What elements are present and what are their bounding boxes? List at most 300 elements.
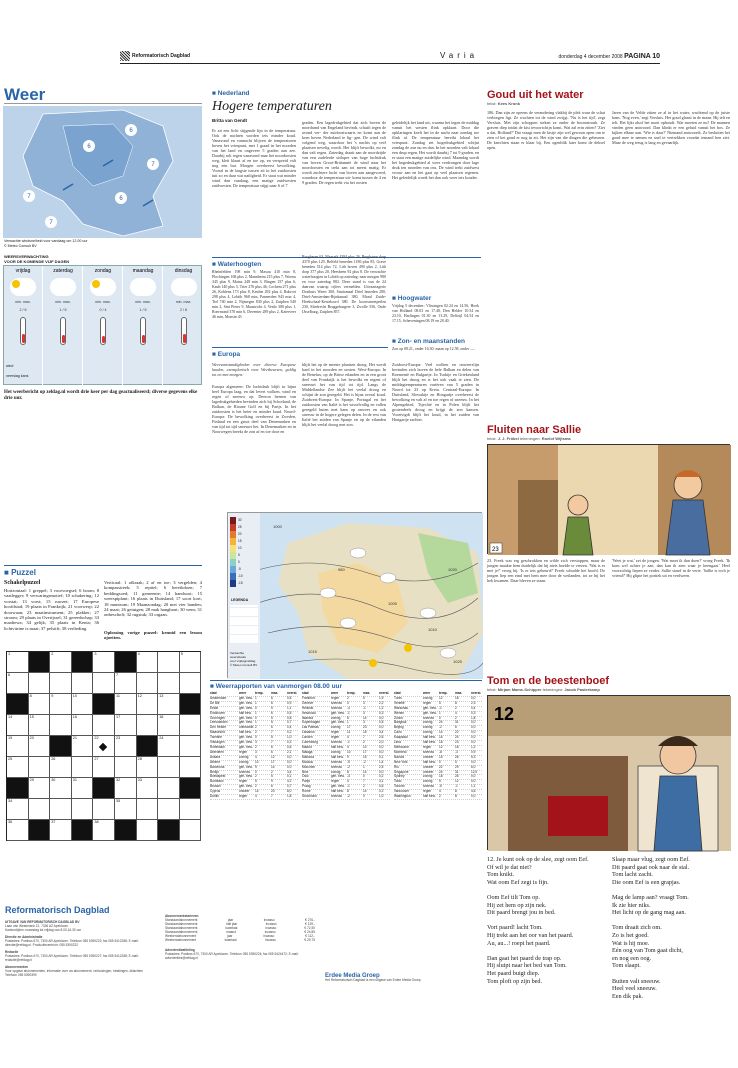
- table-cell: 0,0: [287, 754, 292, 759]
- colophon-tagline: UITGAVE VAN REFORMATORISCH DAGBLAD BV: [5, 920, 80, 924]
- crossword-clue-number: 4: [137, 652, 140, 656]
- crossword-cell[interactable]: [50, 715, 72, 736]
- forecast-day: [44, 266, 83, 386]
- crossword-cell[interactable]: [7, 652, 29, 673]
- crossword-clue-number: 13: [159, 694, 164, 698]
- table-cell: sneeuw: [331, 705, 342, 710]
- sallie-title: Fluiten naar Sallie: [487, 424, 582, 436]
- crossword-cell[interactable]: [93, 757, 115, 778]
- crossword-cell[interactable]: [50, 673, 72, 694]
- crossword-cell[interactable]: [180, 799, 202, 820]
- table-cell: 0,6: [379, 784, 384, 789]
- rates-cell: Weekendabonnement: [165, 938, 197, 942]
- crossword-clue-number: 6: [8, 673, 11, 677]
- crossword-cell[interactable]: [72, 799, 94, 820]
- table-cell: 0,0: [471, 720, 476, 725]
- table-cell: 2,6: [379, 735, 384, 740]
- table-cell: 1,2: [379, 705, 384, 710]
- colophon-adv-title: Advertentieafdeling: [165, 948, 195, 952]
- crossword-black-cell: [72, 820, 94, 841]
- forecast-title-1: WEERSVERWACHTING: [4, 254, 49, 259]
- crossword-cell[interactable]: [50, 778, 72, 799]
- table-cell: 6: [271, 710, 273, 715]
- crossword-cell[interactable]: [93, 652, 115, 673]
- table-cell: onweer: [423, 769, 434, 774]
- europe-map-svg: [228, 513, 483, 679]
- colophon-col-2: [165, 914, 315, 960]
- table-cell: 16: [439, 735, 443, 740]
- table-cell: -1: [363, 705, 366, 710]
- crossword-cell[interactable]: [93, 673, 115, 694]
- tom-comic-drawing: [488, 696, 731, 851]
- table-cell: 1: [255, 695, 257, 700]
- rates-cell: kwartaal: [225, 926, 238, 930]
- table-cell: 1: [255, 710, 257, 715]
- tom-byline-row: [487, 687, 600, 692]
- table-cell: Stockholm: [302, 794, 317, 799]
- table-cell: geh. bew.: [331, 774, 345, 779]
- table-cell: 15: [439, 754, 443, 759]
- scale-label: 20: [238, 532, 242, 536]
- crossword-grid[interactable]: [6, 651, 201, 841]
- crossword-cell[interactable]: [137, 715, 159, 736]
- crossword-cell[interactable]: [72, 673, 94, 694]
- table-cell: 31: [455, 720, 459, 725]
- table-cell: 1: [363, 764, 365, 769]
- wind-label: wind: [6, 364, 14, 368]
- temp-range: 1 / 5: [139, 308, 147, 313]
- table-cell: 8: [455, 789, 457, 794]
- thermometer-fill: [22, 334, 25, 343]
- temp-range: 2 / 6: [180, 308, 187, 313]
- table-header-cell: max.: [363, 691, 371, 695]
- table-cell: 0,0: [287, 764, 292, 769]
- crossword-clue-number: 32: [116, 778, 121, 782]
- weerrapporten-kicker: ■ Weerrapporten van vanmorgen 08.00 uur: [210, 683, 342, 691]
- crossword-cell[interactable]: [158, 757, 180, 778]
- crossword-cell[interactable]: [115, 757, 137, 778]
- table-cell: zonnig: [423, 725, 433, 730]
- wind-map: [3, 106, 202, 238]
- isobar-label: 1020: [448, 567, 457, 572]
- table-cell: 5: [439, 779, 441, 784]
- tom-byline: Mirjam Mame-Schipper: [497, 687, 542, 692]
- table-cell: 3: [255, 749, 257, 754]
- table-cell: regen: [423, 744, 432, 749]
- table-cell: 24: [439, 769, 443, 774]
- crossword-cell[interactable]: [7, 673, 29, 694]
- table-cell: 4: [347, 735, 349, 740]
- crossword-cell[interactable]: [158, 715, 180, 736]
- table-cell: Genève: [302, 700, 314, 705]
- max-temp: 5: [144, 308, 147, 313]
- table-cell: Nice: [302, 769, 309, 774]
- rates-title: Abonnementstarieven: [165, 914, 199, 918]
- nederland-col-3: geleidelijk het land uit, waarna het tegen de middag vanuit het westen flink opklaart. Door die opklaringen koelt het in de nacht naar zondag toe flink af. De temperatuur bereikt lokaal het vriespunt. Zondag zet hogedrukgebied schijnt zondag de zon nu en dan. In het noorden valt lokaal een drup regen. Het wordt daarbij 7 tot 9 graden, en er staat een matige zuidelijke wind. Maandag wordt het hogedrukgebied al weer verdrongen door lage druk ten noorden van ons. De wind trekt zuidwest vrouw aan en het gaat op veel plaatsen regenen. Het geleidelijk wordt het dan ook weer iets kouder.: [392, 120, 479, 180]
- crossword-cell[interactable]: [115, 736, 137, 757]
- table-cell: 6: [271, 744, 273, 749]
- crossword-cell[interactable]: [7, 820, 29, 841]
- crossword-black-cell: [29, 820, 51, 841]
- legend-icons: [230, 605, 258, 643]
- crossword-cell[interactable]: [72, 757, 94, 778]
- colophon-col-1: [5, 920, 155, 977]
- table-cell: 3,4: [287, 769, 292, 774]
- table-cell: half bew.: [423, 740, 436, 745]
- dateline: [558, 52, 660, 61]
- rates-cell: incasso: [265, 926, 277, 930]
- table-cell: 1,8: [287, 794, 292, 799]
- crossword-clue-number: 19: [8, 736, 13, 740]
- table-cell: sneeuw: [331, 794, 342, 799]
- table-cell: 4: [439, 789, 441, 794]
- table-cell: 0,7: [287, 720, 292, 725]
- crossword-cell[interactable]: [29, 799, 51, 820]
- table-cell: München: [302, 764, 316, 769]
- crossword-cell[interactable]: [29, 673, 51, 694]
- table-row: [302, 795, 390, 800]
- table-cell: regen: [331, 730, 340, 735]
- table-cell: 2,3: [471, 700, 476, 705]
- crossword-clue-number: 1: [8, 652, 11, 656]
- crossword-cell[interactable]: [158, 673, 180, 694]
- crossword-cell[interactable]: [29, 736, 51, 757]
- crossword-clue-number: 10: [72, 694, 78, 698]
- crossword-clue-number: 26: [51, 757, 56, 761]
- table-cell: Mallorca: [302, 754, 315, 759]
- table-cell: Bangkok: [394, 720, 407, 725]
- table-cell: -2: [347, 764, 350, 769]
- crossword-cell[interactable]: [93, 715, 115, 736]
- isobar-label: 1005: [388, 601, 397, 606]
- nederland-col-2: graden. Een lagedrukgebied dat zich boven de noordrand van Engeland bevindt, schuift tegen de avond ver- der zuidoostwaarts en komt aan de kern boven Nederland te lig- gen. De wind valt volgend weg, waardoor het 's nachts op veel plaatsen nevelig wordt. Het blijft bewolkt, nu en dan valt regen. Zaterdag draait aan de noordzijde van een zadelerde uitloper van hoge luchtdruk van boven Groot-Brittannië de wind naar het noordoosten en trekt aan tot meest matig. Er wordt zuchtere lucht van boven aan aangevoerd, waardoor de temperatuur uit- komt tussen de 4 en 9 graden. De regen trekt via het oosten: [302, 120, 386, 185]
- table-cell: Lissabon: [302, 730, 315, 735]
- table-cell: 12,0: [471, 769, 478, 774]
- weather-caption: Het weerbericht op zeldag.nl wordt drie keer per dag geactualiseerd; diverse gegevens elke drie uur.: [4, 390, 198, 401]
- thermometer-fill: [183, 334, 186, 343]
- sallie-illus-label: tekeningen:: [519, 436, 541, 441]
- max-temp: 6: [185, 308, 187, 313]
- table-cell: 5: [455, 759, 457, 764]
- crossword-cell[interactable]: [158, 778, 180, 799]
- table-cell: 23: [363, 725, 367, 730]
- table-cell: 18: [439, 774, 443, 779]
- crossword-cell[interactable]: [180, 757, 202, 778]
- rates-cell: Weekendabonnement: [165, 934, 197, 938]
- qr-code-icon: [120, 51, 130, 61]
- table-cell: 0,0: [379, 725, 384, 730]
- table-cell: 1,9: [379, 695, 384, 700]
- nederland-byline: Britta van Gendt: [212, 118, 248, 123]
- table-cell: onweer: [239, 789, 250, 794]
- table-cell: sneeuw: [423, 784, 434, 789]
- table-cell: 24: [455, 735, 459, 740]
- table-cell: 2: [455, 705, 457, 710]
- scale-label: -10: [238, 574, 243, 578]
- table-cell: -5: [347, 759, 350, 764]
- crossword-cell[interactable]: [180, 820, 202, 841]
- colophon-sub-title: Abonnementen: [5, 965, 29, 969]
- table-cell: 2: [255, 730, 257, 735]
- crossword-black-cell: [180, 694, 202, 715]
- rates-cell: incasso: [264, 930, 276, 934]
- europa-col-1: Europa algemeen: De luchtdruk blijft in bijna heel Europa laag, en dat levert wolken, wind en regen of sneeuw op. Deeron hernen van lagedrukgebieden bevinden zich bij Schotland, de Balkan, de Rioane Golf en bij Parijs. In het zuidoosten is het beter en minder koud. Noord-Europa: De bewolking overheerst in Zweden, Finland en een groot deel van Denemarken en van tijd tot tijd sneeuwt het. In Denemarken en in Noorwegen breekt de zon af en toe door en: [212, 384, 296, 434]
- table-cell: zonnig: [423, 730, 433, 735]
- min-temp: 2: [19, 308, 22, 313]
- table-cell: 1,2: [471, 744, 476, 749]
- crossword-black-cell: [93, 778, 115, 799]
- table-cell: geh. bew.: [239, 735, 253, 740]
- table-cell: 2: [347, 695, 349, 700]
- crossword-cell[interactable]: [137, 673, 159, 694]
- crossword-cell[interactable]: [72, 778, 94, 799]
- table-cell: geh. bew.: [239, 744, 253, 749]
- table-cell: 20: [271, 789, 275, 794]
- table-cell: 6: [271, 784, 273, 789]
- table-cell: Madrid: [302, 744, 312, 749]
- rates-cell: € 29,75: [304, 938, 315, 942]
- crossword-black-cell: [137, 736, 159, 757]
- table-cell: Groningen: [210, 715, 225, 720]
- table-cell: 14: [255, 789, 259, 794]
- table-cell: onbewolkt: [239, 725, 254, 730]
- table-cell: sneeuw: [239, 769, 250, 774]
- table-cell: Bordeaux: [210, 779, 224, 784]
- table-cell: 10: [347, 749, 351, 754]
- table-cell: 4,6: [471, 789, 476, 794]
- crossword-cell[interactable]: [158, 652, 180, 673]
- crossword-cell[interactable]: [115, 799, 137, 820]
- table-cell: 0,0: [471, 695, 476, 700]
- crossword-cell[interactable]: [93, 820, 115, 841]
- crossword-cell[interactable]: [7, 799, 29, 820]
- cloudy-icon: [50, 278, 76, 296]
- sallie-col-2: 'Weet je wat,' zei de jongen. 'Wat moet ik dan doen?' vroeg Freek. 'Ik kom wel achter je aan, dan kan ik zien waar je heengaat.' Heel voorzichtig liepen ze verder. Sallie stond in de verte. 'Sallie is toch je vriend?' Hij glipte het portiek uit en verdween.: [612, 558, 730, 578]
- waterhoogten-col-2: Borgharen 63, Maaseik 4384 plus 26, Bergharen dorp 4370 plus 129, Belfeld beneden 1186 plus 85, Grave beneden 514 plus 72, Lith boven 490 plus 2, Lith dorp 377 plus 20, Heesbeen 92 plus 8. De verwachte waterhoogten in Lobith op zaterdag: naar morgen 980 en voor zaterdag 882. Deze stand is van de 24 daarvan waarop cijfers vermelden. Uitvaartagerie Dosthuis Weert 300, Statiomaal Driel beneden 280, Driel-Amsterdam-Rijnkanaal 380, Mond Zuide-Hoekschaal-Kesteloord 380. De koortsmeetpeilen 230, Sliedrecht Bruggeburgere 3, Zwolle 556, Oude IJsselburg, Zutphen 857.: [302, 255, 386, 314]
- table-cell: 7: [271, 730, 273, 735]
- table-cell: 1,0: [379, 794, 384, 799]
- table-cell: 14: [363, 789, 367, 794]
- table-cell: 1,4: [379, 759, 384, 764]
- table-cell: 18: [439, 740, 443, 745]
- rain-cloud-icon: [171, 278, 197, 296]
- crossword-cell[interactable]: [50, 757, 72, 778]
- crossword-cell[interactable]: [137, 694, 159, 715]
- temperature-scale-labels: [238, 517, 243, 587]
- table-cell: 0,0: [471, 794, 476, 799]
- crossword-cell[interactable]: [115, 673, 137, 694]
- table-cell: Lima: [394, 740, 401, 745]
- crossword-cell[interactable]: [158, 799, 180, 820]
- svg-text:6: 6: [87, 144, 91, 150]
- table-cell: 14: [439, 730, 443, 735]
- table-header-cell: stad: [302, 691, 309, 695]
- table-cell: half bew.: [423, 759, 436, 764]
- crossword-cell[interactable]: [29, 757, 51, 778]
- crossword-cell[interactable]: [180, 736, 202, 757]
- crossword-black-cell: [115, 820, 137, 841]
- goud-title: Goud uit het water: [487, 89, 584, 101]
- table-cell: geh. bew.: [239, 700, 253, 705]
- goud-byline: Kees Kronk: [497, 101, 520, 106]
- table-cell: 5: [439, 700, 441, 705]
- table-cell: Barcelona: [210, 764, 225, 769]
- crossword-cell[interactable]: [50, 799, 72, 820]
- goud-byline-row: [487, 101, 520, 106]
- scale-label: 10: [238, 546, 242, 550]
- rates-cell: half jaar: [225, 922, 238, 926]
- table-cell: 0,1: [379, 754, 384, 759]
- table-cell: 1: [439, 710, 441, 715]
- table-cell: 0,0: [471, 759, 476, 764]
- table-cell: 6: [271, 700, 273, 705]
- table-cell: Helsinki: [302, 705, 314, 710]
- map-legend-panel: [228, 513, 260, 679]
- crossword-cell[interactable]: [158, 736, 180, 757]
- table-cell: half bew.: [239, 710, 252, 715]
- crossword-black-cell: [7, 778, 29, 799]
- crossword-cell[interactable]: [137, 820, 159, 841]
- table-cell: 0,8: [287, 715, 292, 720]
- table-cell: Warschau: [394, 705, 409, 710]
- crossword-cell[interactable]: [115, 778, 137, 799]
- colophon-hours: Kantoortijden: maandag tot vrijdag van 8.00-16.30 uur: [5, 928, 82, 932]
- crossword-cell[interactable]: [93, 799, 115, 820]
- day-name: zaterdag: [53, 268, 73, 274]
- table-cell: 1: [255, 700, 257, 705]
- panel-number: 12: [494, 704, 515, 724]
- table-cell: 14: [363, 715, 367, 720]
- table-cell: 5: [271, 720, 273, 725]
- crossword-clue-number: 24: [159, 736, 164, 740]
- europa-kicker: ■ Europa: [212, 351, 240, 359]
- max-temp: 4: [104, 308, 107, 313]
- crossword-cell[interactable]: [29, 715, 51, 736]
- crossword-cell[interactable]: [158, 694, 180, 715]
- table-cell: 3: [255, 740, 257, 745]
- table-cell: 2: [363, 784, 365, 789]
- crossword-cell[interactable]: [137, 778, 159, 799]
- rates-cell: kwartaal: [224, 938, 237, 942]
- crossword-clue-number: 12: [137, 694, 142, 698]
- table-cell: -1: [347, 784, 350, 789]
- crossword-cell[interactable]: [7, 715, 29, 736]
- table-cell: 0,6: [287, 695, 292, 700]
- colophon-sub-text: Voor opgave abonnementen, informatie over uw abonnement, verhuizingen, betalingen, kklachten Telefoon 055 5390399: [5, 969, 144, 977]
- table-cell: Las Palmas: [302, 725, 319, 730]
- rates-cell: Standaardabonnement: [165, 922, 198, 926]
- map-caption-1: Verwachte windsnelheid voor vandaag om 12.00 uur: [4, 239, 88, 243]
- table-cell: regen: [239, 779, 248, 784]
- crossword-cell[interactable]: [180, 673, 202, 694]
- isobar-label: 980: [338, 567, 345, 572]
- scale-label: -5: [238, 567, 241, 571]
- table-cell: Moskou: [302, 759, 314, 764]
- table-cell: 4: [347, 744, 349, 749]
- crossword-cell[interactable]: [137, 757, 159, 778]
- table-cell: sneeuw: [423, 749, 434, 754]
- forecast-title-2: VOOR DE KOMENDE VIJF DAGEN: [4, 259, 70, 264]
- sallie-col-1: 23. Freek was erg geschrokken en wilde zich verstoppen, maar de jongen maakte hem duidelijk dat hij niets hoefde te vrezen. 'Wat is er met je?' vroeg hij. 'Is er iets gebeurd?' Freek schudde het hoofd. De jongen liep een eind met hem mee door de weilanden, tot ze bij het hek kwamen. Daar bleven ze staan.: [487, 558, 605, 583]
- table-cell: 0,0: [471, 774, 476, 779]
- table-cell: Leeuwarden: [210, 720, 228, 725]
- rates-table: [165, 918, 315, 942]
- puzzel-vertical: Verticaal: 1 afkraak; 2 af en toe; 3 vergelden; 4 kompasstreek; 5 reptiel; 6 bereikdoen; 7 beddingsoed; 11 gemeente; 14 handsoot; 15 weerspiplant; 16 plaats in Duitsland; 17 soort kort; 18 muntsom; 19 Maanzondag; 20 met vier handen; 24 maat; 26 getuigen; 28 mak hangbout; 30 wem; 31 onbeschoft; 32 rugstuk; 33 orgaan.: [104, 580, 202, 618]
- crossword-cell[interactable]: [180, 715, 202, 736]
- table-cell: 0,3: [379, 710, 384, 715]
- crossword-cell[interactable]: [115, 715, 137, 736]
- row-labels: min. max.: [135, 299, 151, 304]
- table-cell: Nairobi: [394, 754, 405, 759]
- table-cell: 0,9: [287, 700, 292, 705]
- table-cell: sneeuw: [331, 700, 342, 705]
- crossword-cell[interactable]: [7, 757, 29, 778]
- crossword-cell[interactable]: [137, 799, 159, 820]
- colophon-address: Laan van Westenenk 12, 7336 AZ Apeldoorn: [5, 924, 69, 928]
- table-cell: 0,5: [287, 710, 292, 715]
- table-cell: Singapore: [394, 769, 409, 774]
- hoogwater-kicker: ■ Hoogwater: [392, 295, 431, 303]
- crossword-cell[interactable]: [180, 652, 202, 673]
- table-cell: Rio: [394, 764, 399, 769]
- rates-cell: € 72,50: [304, 926, 315, 930]
- crossword-cell[interactable]: [50, 694, 72, 715]
- crossword-cell[interactable]: [50, 820, 72, 841]
- table-cell: zonnig: [239, 754, 249, 759]
- table-cell: -3: [455, 749, 458, 754]
- table-cell: 0: [439, 715, 441, 720]
- weather-report-column: [394, 692, 482, 800]
- table-cell: 6: [271, 749, 273, 754]
- table-cell: sneeuw: [331, 764, 342, 769]
- crossword-cell[interactable]: [7, 736, 29, 757]
- table-cell: -2: [347, 794, 350, 799]
- tom-title: Tom en de beestenboef: [487, 675, 610, 687]
- puzzel-title: Schakelpuzzel: [4, 580, 41, 586]
- table-cell: 1,8: [471, 715, 476, 720]
- rates-cell: incasso: [265, 922, 277, 926]
- crossword-cell[interactable]: [115, 694, 137, 715]
- table-cell: 1: [255, 720, 257, 725]
- table-cell: geh. bew.: [331, 710, 345, 715]
- crossword-cell[interactable]: [50, 652, 72, 673]
- table-cell: 0,6: [287, 744, 292, 749]
- table-cell: 4,2: [287, 779, 292, 784]
- table-cell: 11: [347, 730, 351, 735]
- forecast-day: [124, 266, 163, 386]
- crossword-cell[interactable]: [29, 694, 54, 715]
- partly-cloudy-icon: [90, 278, 116, 296]
- map-caption-line: © Meteo Consult BV: [230, 663, 258, 667]
- crossword-clue-number: 34: [8, 799, 13, 803]
- crossword-cell[interactable]: [72, 736, 94, 757]
- crossword-cell[interactable]: [72, 694, 94, 715]
- table-cell: geh. bew.: [239, 695, 253, 700]
- publication-name: Reformatorisch Dagblad: [132, 53, 191, 59]
- table-cell: 26: [455, 774, 459, 779]
- table-cell: 31: [455, 769, 459, 774]
- table-cell: 0,1: [287, 774, 292, 779]
- table-cell: 7: [363, 735, 365, 740]
- table-cell: geh. bew.: [239, 740, 253, 745]
- table-cell: zonnig: [331, 725, 341, 730]
- crossword-cell[interactable]: [72, 715, 94, 736]
- table-cell: 14: [363, 769, 367, 774]
- crossword-cell[interactable]: [29, 778, 51, 799]
- crossword-cell[interactable]: [137, 652, 159, 673]
- table-cell: 12: [439, 744, 443, 749]
- table-cell: -2: [363, 759, 366, 764]
